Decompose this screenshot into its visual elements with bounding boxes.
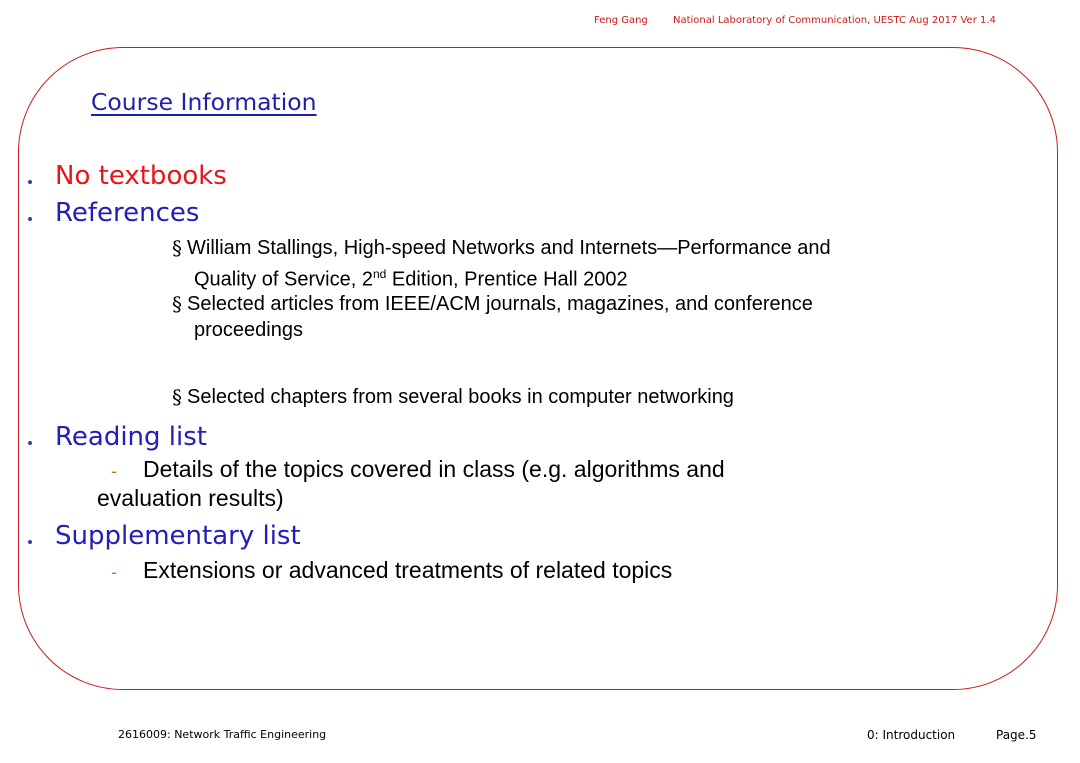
section-symbol-icon: § — [172, 236, 182, 260]
reading-detail-line-1: Details of the topics covered in class (e.g. algorithms and — [143, 456, 725, 482]
reference-item-1-line-1: William Stallings, High-speed Networks and Internets—Performance and — [187, 237, 831, 259]
bullet-supplementary-list: Supplementary list — [55, 521, 301, 551]
slide-title: Course Information — [91, 88, 317, 116]
dash-marker-icon: - — [111, 462, 118, 482]
bullet-references: References — [55, 198, 200, 228]
reference-item-2-line-1: Selected articles from IEEE/ACM journals, magazines, and conference — [187, 293, 813, 315]
section-symbol-icon: § — [172, 385, 182, 409]
supplementary-detail: Extensions or advanced treatments of related topics — [143, 557, 673, 583]
bullet-reading-list: Reading list — [55, 422, 207, 452]
footer-chapter: 0: Introduction — [867, 728, 956, 742]
bullet-dot — [28, 540, 32, 544]
footer-page-number: Page.5 — [996, 728, 1037, 742]
header-affiliation: National Laboratory of Communication, UESTC Aug 2017 Ver 1.4 — [672, 15, 996, 26]
reference-item-2-line-2: proceedings — [194, 319, 303, 341]
header-author: Feng Gang — [594, 15, 648, 26]
bullet-dot — [28, 217, 32, 221]
reference-item-3: Selected chapters from several books in computer networking — [187, 386, 734, 408]
footer-course: 2616009: Network Traffic Engineering — [118, 728, 327, 741]
reference-item-1-line-2: Quality of Service, 2nd Edition, Prentice Hall 2002 — [194, 267, 628, 291]
slide-frame — [18, 47, 1058, 690]
section-symbol-icon: § — [172, 292, 182, 316]
bullet-dot — [28, 180, 32, 184]
slide-header — [594, 15, 996, 26]
bullet-dot — [28, 441, 32, 445]
bullet-no-textbooks: No textbooks — [55, 161, 227, 191]
dash-marker-icon: - — [111, 563, 118, 583]
reading-detail-line-2: evaluation results) — [97, 485, 284, 511]
